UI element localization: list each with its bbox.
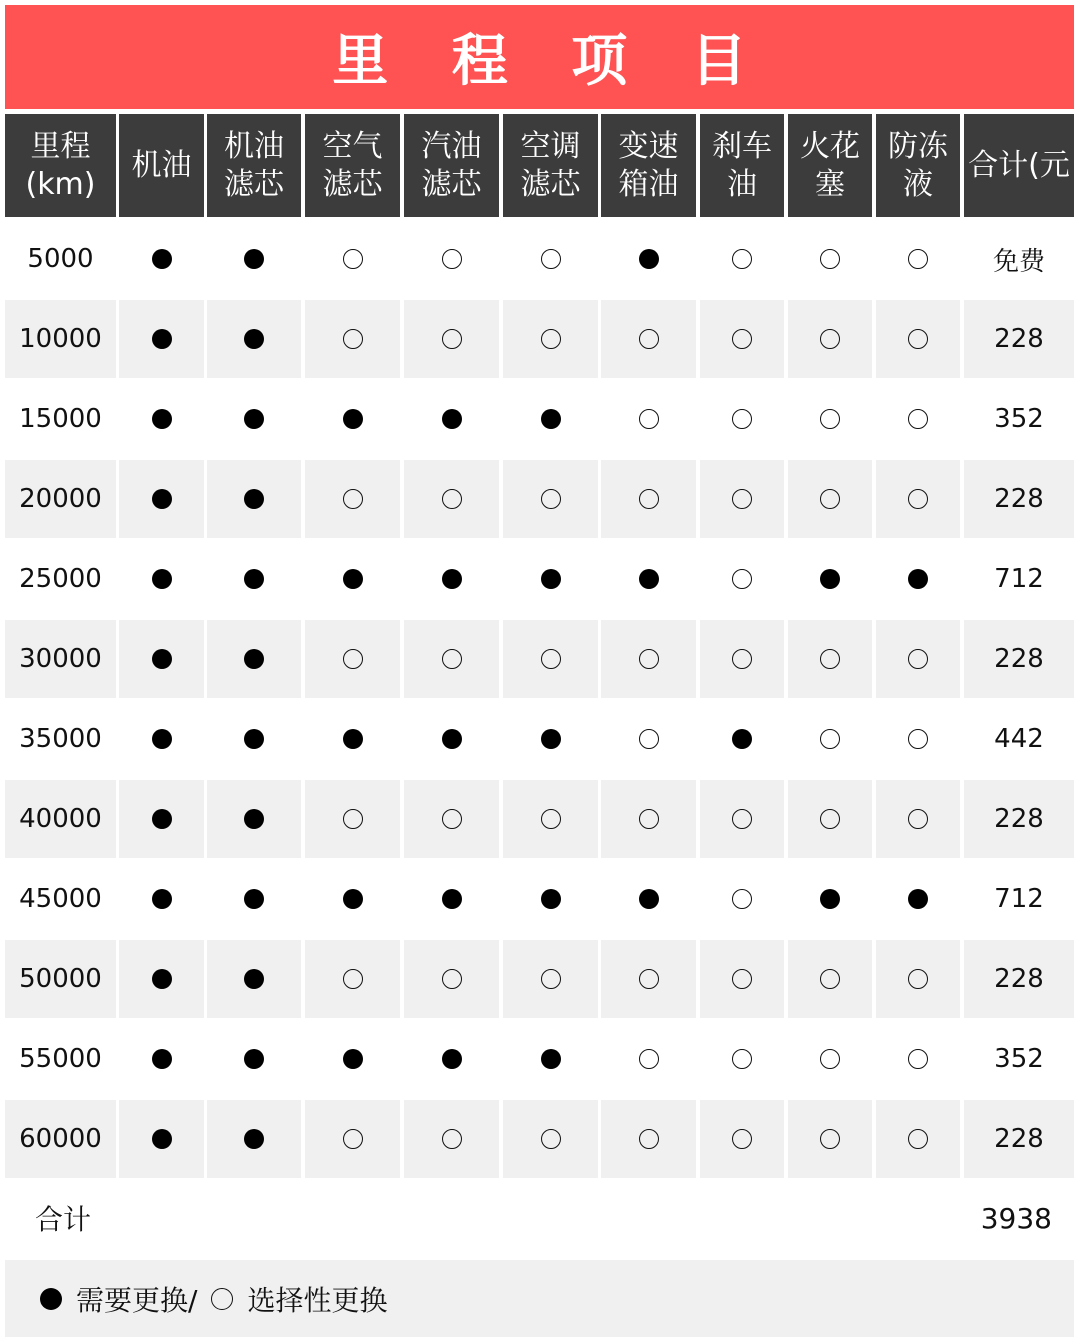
table-row: [5, 380, 1074, 458]
row-total-cell: 228: [964, 460, 1074, 538]
item-cell: [305, 940, 400, 1018]
item-cell: [876, 540, 960, 618]
empty-dot-icon: [541, 649, 561, 669]
item-cell: [207, 540, 301, 618]
item-cell: [305, 300, 400, 378]
item-cell: [119, 300, 204, 378]
item-cell: [601, 380, 696, 458]
item-cell: [207, 460, 301, 538]
row-total-cell: 228: [964, 940, 1074, 1018]
empty-dot-icon: [541, 969, 561, 989]
item-cell: [788, 940, 872, 1018]
item-cell: [305, 380, 400, 458]
empty-dot-icon: [541, 489, 561, 509]
table-row: [5, 540, 1074, 618]
item-cell: [503, 460, 598, 538]
item-cell: [876, 380, 960, 458]
filled-dot-icon: [244, 729, 264, 749]
empty-dot-icon: [211, 1288, 233, 1310]
empty-dot-icon: [541, 1129, 561, 1149]
table-row: [5, 700, 1074, 778]
header-label: 空调 滤芯: [520, 128, 581, 202]
item-cell: [601, 620, 696, 698]
filled-dot-icon: [343, 729, 363, 749]
empty-dot-icon: [820, 1049, 840, 1069]
empty-dot-icon: [442, 649, 462, 669]
empty-dot-icon: [343, 969, 363, 989]
row-total-cell: 712: [994, 884, 1044, 914]
table-row: [5, 860, 1074, 938]
empty-dot-icon: [639, 649, 659, 669]
item-cell: [119, 460, 204, 538]
item-cell: [503, 380, 598, 458]
mileage-cell: 20000: [5, 460, 116, 538]
empty-dot-icon: [442, 809, 462, 829]
row-total-cell: 712: [994, 564, 1044, 594]
empty-dot-icon: [442, 1129, 462, 1149]
table-row: [5, 1100, 1074, 1178]
item-cell: [207, 220, 301, 298]
header-label: 刹车 油: [712, 128, 772, 202]
empty-dot-icon: [541, 249, 561, 269]
mileage-cell: 5000: [27, 244, 94, 274]
empty-dot-icon: [732, 809, 752, 829]
filled-dot-icon: [152, 329, 172, 349]
empty-dot-icon: [541, 329, 561, 349]
item-cell: [503, 620, 598, 698]
item-cell: [700, 620, 784, 698]
item-cell: [601, 860, 696, 938]
item-cell: [305, 1100, 400, 1178]
item-cell: [404, 380, 499, 458]
empty-dot-icon: [820, 809, 840, 829]
mileage-cell: 10000: [5, 300, 116, 378]
item-cell: [601, 460, 696, 538]
item-cell: [876, 1020, 960, 1098]
item-cell: [119, 1020, 204, 1098]
filled-dot-icon: [541, 409, 561, 429]
row-total-cell: 免费: [992, 246, 1045, 277]
empty-dot-icon: [732, 329, 752, 349]
item-cell: [788, 620, 872, 698]
empty-dot-icon: [908, 969, 928, 989]
item-cell: [876, 860, 960, 938]
empty-dot-icon: [908, 489, 928, 509]
item-cell: [404, 1100, 499, 1178]
empty-dot-icon: [908, 329, 928, 349]
header-cell: [788, 114, 872, 217]
item-cell: [700, 380, 784, 458]
item-cell: [788, 220, 872, 298]
header-label: 里程 (km): [25, 128, 96, 202]
table-row: [5, 620, 1074, 698]
empty-dot-icon: [908, 809, 928, 829]
row-total-cell: 228: [964, 1100, 1074, 1178]
empty-dot-icon: [343, 489, 363, 509]
empty-dot-icon: [442, 249, 462, 269]
item-cell: [404, 860, 499, 938]
item-cell: [876, 220, 960, 298]
filled-dot-icon: [244, 329, 264, 349]
row-total-cell: 228: [964, 300, 1074, 378]
filled-dot-icon: [152, 409, 172, 429]
empty-dot-icon: [908, 1049, 928, 1069]
item-cell: [305, 780, 400, 858]
filled-dot-icon: [244, 249, 264, 269]
filled-dot-icon: [343, 1049, 363, 1069]
item-cell: [876, 780, 960, 858]
item-cell: [503, 860, 598, 938]
legend-required-label: 需要更换/: [76, 1283, 198, 1317]
filled-dot-icon: [152, 1129, 172, 1149]
filled-dot-icon: [442, 1049, 462, 1069]
empty-dot-icon: [639, 969, 659, 989]
row-total-cell: 352: [994, 404, 1044, 434]
header-cell: [601, 114, 696, 217]
item-cell: [503, 300, 598, 378]
empty-dot-icon: [639, 809, 659, 829]
item-cell: [207, 620, 301, 698]
filled-dot-icon: [152, 729, 172, 749]
header-label: 火花 塞: [800, 128, 860, 202]
mileage-cell: 15000: [19, 404, 102, 434]
empty-dot-icon: [639, 489, 659, 509]
item-cell: [305, 220, 400, 298]
filled-dot-icon: [152, 809, 172, 829]
filled-dot-icon: [244, 1049, 264, 1069]
item-cell: [503, 780, 598, 858]
item-cell: [788, 540, 872, 618]
filled-dot-icon: [244, 809, 264, 829]
item-cell: [601, 220, 696, 298]
item-cell: [876, 460, 960, 538]
item-cell: [404, 540, 499, 618]
header-cell: [876, 114, 960, 217]
item-cell: [305, 860, 400, 938]
header-label: 防冻 液: [888, 128, 948, 202]
filled-dot-icon: [732, 729, 752, 749]
filled-dot-icon: [541, 1049, 561, 1069]
filled-dot-icon: [442, 729, 462, 749]
item-cell: [119, 700, 204, 778]
item-cell: [601, 940, 696, 1018]
item-cell: [876, 940, 960, 1018]
filled-dot-icon: [40, 1288, 62, 1310]
header-label: 汽油 滤芯: [421, 128, 482, 202]
filled-dot-icon: [244, 569, 264, 589]
table-row: [5, 460, 1074, 538]
filled-dot-icon: [442, 889, 462, 909]
empty-dot-icon: [442, 969, 462, 989]
item-cell: [788, 700, 872, 778]
item-cell: [503, 1100, 598, 1178]
item-cell: [404, 700, 499, 778]
item-cell: [305, 1020, 400, 1098]
item-cell: [119, 860, 204, 938]
header-label: 机油: [131, 147, 192, 183]
empty-dot-icon: [908, 1129, 928, 1149]
empty-dot-icon: [639, 1049, 659, 1069]
item-cell: [700, 860, 784, 938]
item-cell: [788, 300, 872, 378]
empty-dot-icon: [343, 329, 363, 349]
filled-dot-icon: [244, 889, 264, 909]
header-label: 机油 滤芯: [224, 128, 284, 202]
filled-dot-icon: [152, 569, 172, 589]
item-cell: [305, 700, 400, 778]
item-cell: [305, 540, 400, 618]
total-value: 3938: [980, 1201, 1052, 1235]
item-cell: [601, 1020, 696, 1098]
filled-dot-icon: [343, 409, 363, 429]
item-cell: [404, 780, 499, 858]
empty-dot-icon: [820, 329, 840, 349]
table-row: [5, 1020, 1074, 1098]
filled-dot-icon: [908, 569, 928, 589]
empty-dot-icon: [820, 249, 840, 269]
item-cell: [601, 300, 696, 378]
filled-dot-icon: [244, 969, 264, 989]
filled-dot-icon: [152, 969, 172, 989]
item-cell: [503, 940, 598, 1018]
filled-dot-icon: [244, 489, 264, 509]
item-cell: [700, 460, 784, 538]
item-cell: [207, 1100, 301, 1178]
filled-dot-icon: [541, 569, 561, 589]
item-cell: [404, 940, 499, 1018]
filled-dot-icon: [541, 889, 561, 909]
filled-dot-icon: [442, 409, 462, 429]
empty-dot-icon: [732, 409, 752, 429]
item-cell: [700, 1100, 784, 1178]
item-cell: [876, 1100, 960, 1178]
item-cell: [503, 700, 598, 778]
header-cell: [119, 114, 204, 217]
item-cell: [700, 220, 784, 298]
filled-dot-icon: [152, 1049, 172, 1069]
empty-dot-icon: [732, 1129, 752, 1149]
item-cell: [404, 620, 499, 698]
empty-dot-icon: [908, 409, 928, 429]
empty-dot-icon: [343, 809, 363, 829]
item-cell: [601, 1100, 696, 1178]
mileage-cell: 45000: [19, 884, 102, 914]
item-cell: [503, 540, 598, 618]
empty-dot-icon: [343, 249, 363, 269]
header-cell: [503, 114, 598, 217]
item-cell: [503, 220, 598, 298]
header-label: 变速 箱油: [618, 128, 679, 202]
table-row: [5, 220, 1074, 298]
mileage-cell: 60000: [5, 1100, 116, 1178]
item-cell: [503, 1020, 598, 1098]
empty-dot-icon: [343, 1129, 363, 1149]
item-cell: [876, 300, 960, 378]
total-row: [5, 1180, 1074, 1256]
item-cell: [700, 1020, 784, 1098]
empty-dot-icon: [732, 889, 752, 909]
filled-dot-icon: [820, 889, 840, 909]
empty-dot-icon: [732, 969, 752, 989]
header-cell: [207, 114, 301, 217]
item-cell: [207, 1020, 301, 1098]
filled-dot-icon: [343, 889, 363, 909]
item-cell: [700, 940, 784, 1018]
table-row: [5, 300, 1074, 378]
item-cell: [119, 1100, 204, 1178]
empty-dot-icon: [820, 649, 840, 669]
empty-dot-icon: [732, 489, 752, 509]
filled-dot-icon: [152, 249, 172, 269]
item-cell: [788, 380, 872, 458]
row-total-cell: 228: [964, 620, 1074, 698]
empty-dot-icon: [639, 729, 659, 749]
item-cell: [601, 700, 696, 778]
item-cell: [207, 780, 301, 858]
mileage-cell: 30000: [5, 620, 116, 698]
empty-dot-icon: [541, 809, 561, 829]
empty-dot-icon: [442, 489, 462, 509]
item-cell: [876, 700, 960, 778]
legend: [5, 1260, 1074, 1337]
header-cell: [404, 114, 499, 217]
item-cell: [207, 700, 301, 778]
filled-dot-icon: [152, 649, 172, 669]
item-cell: [700, 540, 784, 618]
item-cell: [700, 300, 784, 378]
empty-dot-icon: [820, 409, 840, 429]
item-cell: [788, 460, 872, 538]
mileage-cell: 25000: [19, 564, 102, 594]
empty-dot-icon: [820, 1129, 840, 1149]
item-cell: [119, 380, 204, 458]
item-cell: [788, 780, 872, 858]
empty-dot-icon: [732, 1049, 752, 1069]
item-cell: [788, 1100, 872, 1178]
item-cell: [119, 780, 204, 858]
item-cell: [404, 460, 499, 538]
item-cell: [207, 860, 301, 938]
empty-dot-icon: [732, 649, 752, 669]
header-cell: [305, 114, 400, 217]
total-label: 合计: [35, 1203, 92, 1236]
filled-dot-icon: [541, 729, 561, 749]
filled-dot-icon: [639, 889, 659, 909]
filled-dot-icon: [442, 569, 462, 589]
legend-optional-label: 选择性更换: [247, 1283, 388, 1317]
filled-dot-icon: [343, 569, 363, 589]
empty-dot-icon: [908, 249, 928, 269]
item-cell: [404, 220, 499, 298]
item-cell: [700, 700, 784, 778]
header-label: 空气 滤芯: [322, 128, 383, 202]
item-cell: [876, 620, 960, 698]
table-row: [5, 940, 1074, 1018]
empty-dot-icon: [820, 969, 840, 989]
item-cell: [404, 1020, 499, 1098]
filled-dot-icon: [639, 249, 659, 269]
item-cell: [305, 460, 400, 538]
mileage-cell: 40000: [5, 780, 116, 858]
header-cell: [5, 114, 116, 217]
mileage-cell: 35000: [19, 724, 102, 754]
title-banner: [5, 5, 1074, 109]
mileage-cell: 50000: [5, 940, 116, 1018]
empty-dot-icon: [442, 329, 462, 349]
empty-dot-icon: [639, 329, 659, 349]
item-cell: [601, 780, 696, 858]
empty-dot-icon: [908, 649, 928, 669]
empty-dot-icon: [908, 729, 928, 749]
item-cell: [119, 940, 204, 1018]
row-total-cell: 352: [994, 1044, 1044, 1074]
header-cell: [964, 114, 1074, 217]
item-cell: [305, 620, 400, 698]
empty-dot-icon: [732, 569, 752, 589]
item-cell: [700, 780, 784, 858]
empty-dot-icon: [820, 729, 840, 749]
filled-dot-icon: [244, 409, 264, 429]
item-cell: [119, 220, 204, 298]
header-label: 合计(元: [968, 147, 1070, 183]
item-cell: [601, 540, 696, 618]
item-cell: [788, 860, 872, 938]
item-cell: [119, 620, 204, 698]
filled-dot-icon: [244, 649, 264, 669]
header-cell: [700, 114, 784, 217]
empty-dot-icon: [820, 489, 840, 509]
filled-dot-icon: [152, 489, 172, 509]
table-row: [5, 780, 1074, 858]
item-cell: [404, 300, 499, 378]
filled-dot-icon: [639, 569, 659, 589]
row-total-cell: 442: [994, 724, 1044, 754]
item-cell: [119, 540, 204, 618]
filled-dot-icon: [908, 889, 928, 909]
row-total-cell: 228: [964, 780, 1074, 858]
empty-dot-icon: [639, 409, 659, 429]
item-cell: [207, 380, 301, 458]
page-title: 里 程 项 目: [332, 29, 769, 94]
empty-dot-icon: [732, 249, 752, 269]
filled-dot-icon: [820, 569, 840, 589]
item-cell: [207, 300, 301, 378]
item-cell: [788, 1020, 872, 1098]
mileage-cell: 55000: [19, 1044, 102, 1074]
empty-dot-icon: [639, 1129, 659, 1149]
filled-dot-icon: [152, 889, 172, 909]
filled-dot-icon: [244, 1129, 264, 1149]
item-cell: [207, 940, 301, 1018]
empty-dot-icon: [343, 649, 363, 669]
